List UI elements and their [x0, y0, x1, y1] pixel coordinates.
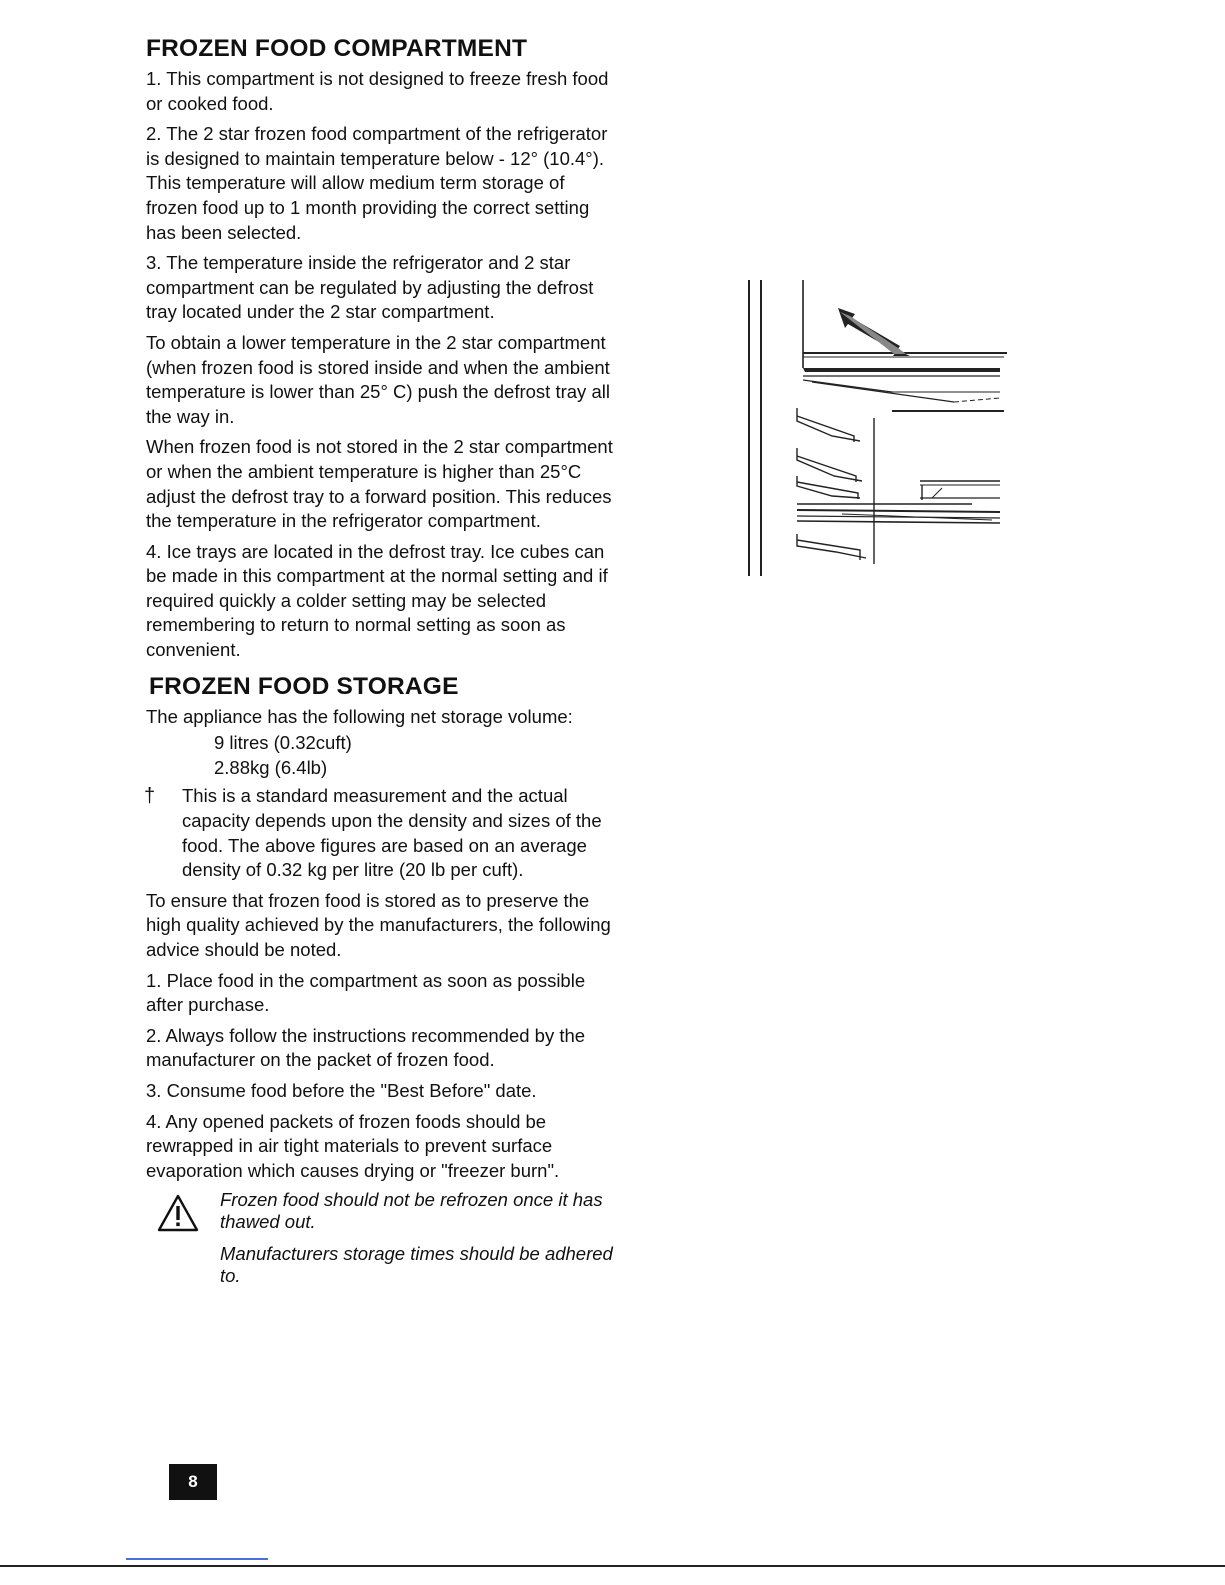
advice-item-4: 4. Any opened packets of frozen foods should be rewrapped in air tight materials to prevent surface evaporation which causes drying or "freezer burn".	[146, 1110, 560, 1181]
dagger-symbol: †	[144, 785, 156, 808]
dagger-note-text: This is a standard measurement and the actual capacity depends upon the density and sizes of the food. The above figures are based on an average density of 0.32 kg per litre (20 lb per cuft).	[182, 785, 602, 881]
storage-volume-kg: 2.88kg (6.4lb)	[214, 756, 328, 778]
bottom-rule	[0, 1565, 1225, 1567]
text-column	[146, 34, 616, 1297]
compartment-lower-temp: To obtain a lower temperature in the 2 star compartment (when frozen food is stored inside and when the ambient temperature is lower than 25° C) push the defrost tray all the way in.	[146, 331, 610, 427]
warning-refreeze: Frozen food should not be refrozen once it has thawed out.	[220, 1189, 603, 1233]
warning-block	[146, 1189, 616, 1287]
compartment-item-3: 3. The temperature inside the refrigerator and 2 star compartment can be regulated by adjusting the defrost tray located under the 2 star compartment.	[146, 252, 594, 323]
storage-heading: FROZEN FOOD STORAGE	[149, 672, 459, 700]
advice-item-2: 2. Always follow the instructions recommended by the manufacturer on the packet of frozen food.	[146, 1024, 586, 1071]
page-number: 8	[169, 1464, 217, 1500]
scan-mark	[126, 1558, 268, 1560]
storage-volume-litres: 9 litres (0.32cuft)	[214, 732, 352, 754]
defrost-tray-diagram	[742, 276, 1012, 581]
warning-storage-times: Manufacturers storage times should be adhered to.	[220, 1243, 613, 1287]
dagger-note	[146, 784, 616, 882]
advice-intro: To ensure that frozen food is stored as to preserve the high quality achieved by the manufacturers, the following advice should be noted.	[146, 889, 611, 960]
storage-intro: The appliance has the following net storage volume:	[146, 705, 573, 727]
compartment-item-4: 4. Ice trays are located in the defrost tray. Ice cubes can be made in this compartment at the normal setting and if required quickly a colder setting may be selected remembering to return to normal setting as soon as convenient.	[146, 540, 608, 661]
compartment-heading: FROZEN FOOD COMPARTMENT	[146, 35, 528, 62]
compartment-item-2: 2. The 2 star frozen food compartment of the refrigerator is designed to maintain temperature below - 12° (10.4°). This temperature will allow medium term storage of frozen food up to 1 month providing the correct setting has been selected.	[146, 123, 608, 243]
warning-triangle-icon	[156, 1193, 200, 1233]
compartment-item-1: 1. This compartment is not designed to freeze fresh food or cooked food.	[146, 68, 609, 114]
advice-item-3: 3. Consume food before the "Best Before" date.	[146, 1079, 537, 1101]
advice-item-1: 1. Place food in the compartment as soon as possible after purchase.	[146, 969, 586, 1016]
compartment-forward-position: When frozen food is not stored in the 2 star compartment or when the ambient temperature is higher than 25°C adjust the defrost tray to a forward position. This reduces the temperature in the refrigerator compartment.	[146, 436, 613, 532]
